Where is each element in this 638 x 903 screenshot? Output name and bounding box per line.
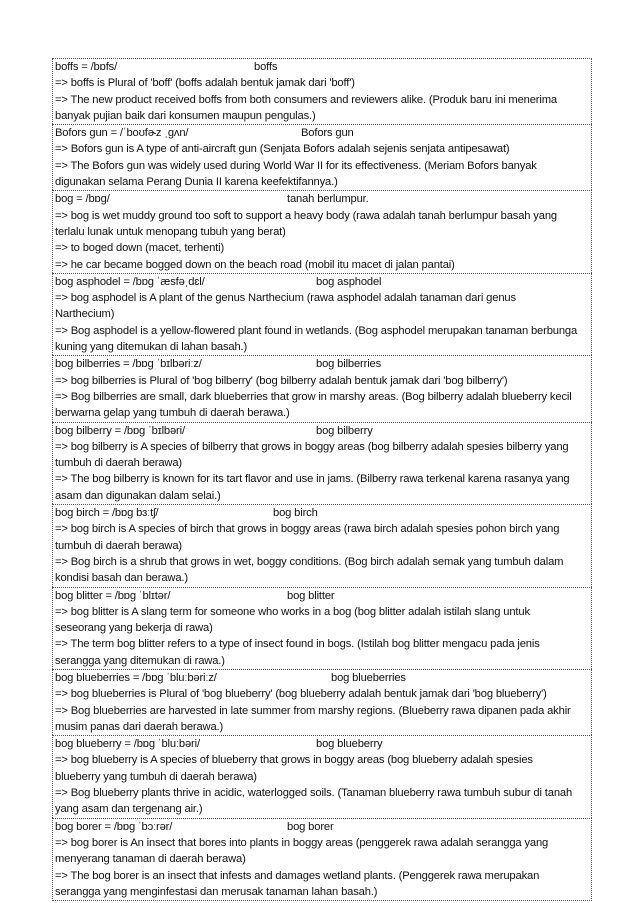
entry-headline: [55, 588, 589, 604]
example-line: berwarna gelap yang tumbuh di daerah berawa.): [55, 407, 290, 420]
entry-headline: [55, 356, 589, 372]
example-line: => Bog asphodel is a yellow-flowered plant found in wetlands. (Bog asphodel merupakan tanaman berbunga: [55, 324, 578, 337]
headword-pronunciation: Bofors gun = /ˈboʊfɚz ˌɡʌn/: [55, 127, 189, 140]
definition-line: => bog bilberries is Plural of 'bog bilberry' (bog bilberry adalah bentuk jamak dari 'bog bilberry'): [55, 374, 508, 387]
headword-pronunciation: boffs = /bɒfs/: [55, 61, 118, 73]
headword-label: bog birch: [273, 507, 318, 520]
dictionary-entry: [52, 190, 592, 272]
entry-headline: [55, 59, 589, 75]
definition-line: => bog is wet muddy ground too soft to support a heavy body (rawa adalah tanah berlumpur basah yang: [55, 209, 557, 222]
dictionary-entry: [52, 669, 592, 735]
definition-line: => to boged down (macet, terhenti): [55, 242, 225, 255]
dictionary-entry: [52, 818, 592, 901]
definition-line: seseorang yang bekerja di rawa): [55, 622, 213, 635]
example-line: serangga yang ditemukan di rawa.): [55, 654, 225, 667]
headword-pronunciation: bog blitter = /bɒɡ ˈblɪtər/: [55, 589, 171, 602]
definition-line: => bog blueberry is A species of blueberry that grows in boggy areas (bog blueberry adalah spesies: [55, 754, 533, 767]
headword-label: bog bilberry: [316, 424, 373, 437]
example-line: => The new product received boffs from both consumers and reviewers alike. (Produk baru ini menerima: [55, 93, 557, 106]
dictionary-entry: [52, 273, 592, 355]
definition-line: => bog borer is An insect that bores into plants in boggy areas (penggerek rawa adalah serangga yang: [55, 836, 549, 849]
dictionary-entry: [52, 355, 592, 421]
headword-pronunciation: bog blueberry = /bɒɡ ˈbluːbəri/: [55, 738, 200, 751]
example-line: kuning yang ditemukan di lahan basah.): [55, 341, 248, 354]
example-line: => Bog birch is a shrub that grows in wet, boggy conditions. (Bog birch adalah semak yang tumbuh dalam: [55, 555, 564, 568]
headword-label: bog borer: [287, 820, 334, 833]
headword-label: Bofors gun: [301, 127, 354, 140]
entry-headline: [55, 274, 589, 290]
definition-line: blueberry yang tumbuh di daerah berawa): [55, 770, 257, 783]
example-line: serangga yang menginfestasi dan merusak tanaman lahan basah.): [55, 885, 378, 898]
headword-pronunciation: bog asphodel = /bɒɡ ˈæsfəˌdɛl/: [55, 275, 205, 288]
headword-pronunciation: bog bilberry = /bɒɡ ˈbɪlbəri/: [55, 424, 185, 437]
dictionary-entry: [52, 124, 592, 190]
entry-headline: [55, 423, 589, 439]
example-line: asam dan digunakan dalam selai.): [55, 489, 221, 502]
headword-label: bog blueberries: [331, 671, 406, 684]
example-line: => The Bofors gun was widely used during World War II for its effectiveness. (Meriam Bofors banyak: [55, 159, 537, 172]
definition-line: => bog bilberry is A species of bilberry that grows in boggy areas (bog bilberry adalah spesies bilberry yang: [55, 440, 569, 453]
dictionary-page: [52, 58, 592, 901]
example-line: yang asam dan tergenang air.): [55, 803, 203, 816]
example-line: digunakan selama Perang Dunia II karena keefektifannya.): [55, 176, 338, 189]
dictionary-entry: [52, 735, 592, 817]
entry-headline: [55, 819, 589, 835]
headword-label: boffs: [254, 61, 278, 73]
headword-pronunciation: bog blueberries = /bɒɡ ˈbluːbəriːz/: [55, 671, 217, 684]
headword-pronunciation: bog borer = /bɒɡ ˈbɔːrər/: [55, 820, 173, 833]
definition-line: => Bofors gun is A type of anti-aircraft gun (Senjata Bofors adalah sejenis senjata antipesawat): [55, 143, 510, 156]
example-line: => Bog blueberry plants thrive in acidic, waterlogged soils. (Tanaman blueberry rawa tumbuh subur di tanah: [55, 787, 573, 800]
headword-label: bog bilberries: [316, 358, 382, 371]
definition-line: => bog asphodel is A plant of the genus Narthecium (rawa asphodel adalah tanaman dari genus: [55, 292, 516, 305]
entry-headline: [55, 670, 589, 686]
example-line: => The bog bilberry is known for its tart flavor and use in jams. (Bilberry rawa terkenal karena rasanya yang: [55, 473, 570, 486]
example-line: => The term bog blitter refers to a type of insect found in bogs. (Istilah bog blitter mengacu pada jenis: [55, 638, 540, 651]
example-line: musim panas dari daerah berawa.): [55, 720, 224, 733]
definition-line: Narthecium): [55, 308, 115, 321]
headword-label: tanah berlumpur.: [287, 193, 369, 206]
definition-line: menyerang tanaman di daerah berawa): [55, 853, 246, 866]
headword-pronunciation: bog birch = /bɒɡ bɜːtʃ/: [55, 507, 159, 520]
dictionary-entry: [52, 422, 592, 504]
headword-pronunciation: bog bilberries = /bɒɡ ˈbɪlbəriːz/: [55, 358, 202, 371]
example-line: kondisi basah dan berawa.): [55, 572, 188, 585]
definition-line: tumbuh di daerah berawa): [55, 457, 183, 470]
headword-label: bog blueberry: [316, 738, 383, 751]
entry-headline: [55, 505, 589, 521]
definition-line: => bog birch is A species of birch that grows in boggy areas (rawa birch adalah spesies pohon birch yang: [55, 523, 560, 536]
headword-pronunciation: bog = /bɒɡ/: [55, 193, 110, 206]
dictionary-entry: [52, 587, 592, 669]
definition-line: => bog blueberries is Plural of 'bog blueberry' (bog blueberry adalah bentuk jamak dari 'bog blueberry'): [55, 688, 547, 701]
example-line: => Bog blueberries are harvested in late summer from marshy regions. (Blueberry rawa dipanen pada akhir: [55, 704, 571, 717]
definition-line: terlalu lunak untuk menopang tubuh yang berat): [55, 225, 286, 238]
entry-headline: [55, 191, 589, 207]
entry-headline: [55, 125, 589, 141]
definition-line: => boffs is Plural of 'boff' (boffs adalah bentuk jamak dari 'boff'): [55, 77, 355, 90]
definition-line: => bog blitter is A slang term for someone who works in a bog (bog blitter adalah istilah slang untuk: [55, 605, 530, 618]
example-line: => The bog borer is an insect that infests and damages wetland plants. (Penggerek rawa merupakan: [55, 869, 540, 882]
dictionary-entry: [52, 504, 592, 586]
example-line: banyak pujian baik dari konsumen maupun pengulas.): [55, 109, 316, 122]
entry-headline: [55, 736, 589, 752]
headword-label: bog asphodel: [316, 275, 382, 288]
headword-label: bog blitter: [287, 589, 335, 602]
dictionary-entry: [52, 58, 592, 124]
definition-line: tumbuh di daerah berawa): [55, 539, 183, 552]
example-line: => Bog bilberries are small, dark blueberries that grow in marshy areas. (Bog bilberry adalah blueberry kecil: [55, 390, 572, 403]
example-line: => he car became bogged down on the beach road (mobil itu macet di jalan pantai): [55, 258, 455, 271]
